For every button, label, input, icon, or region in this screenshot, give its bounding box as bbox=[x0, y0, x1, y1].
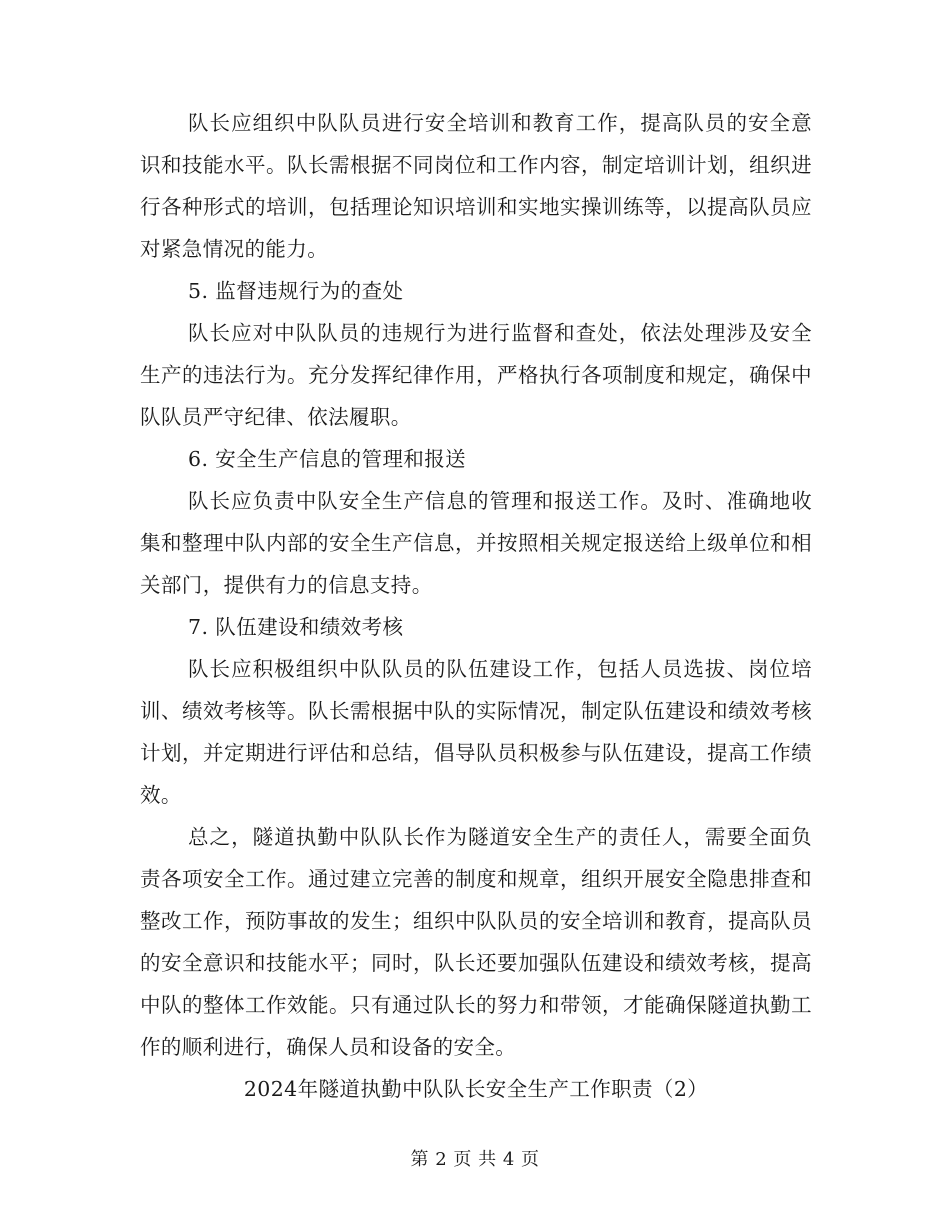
document-title: 2024年隧道执勤中队队长安全生产工作职责（2） bbox=[243, 1077, 709, 1101]
paragraph-training: 队长应组织中队队员进行安全培训和教育工作，提高队员的安全意识和技能水平。队长需根据不同岗位和工作内容，制定培训计划，组织进行各种形式的培训，包括理论知识培训和实地实操训练等，以提高队员应对紧急情况的能力。 bbox=[140, 111, 812, 261]
section-heading-7: 7. 队伍建设和绩效考核 bbox=[188, 615, 404, 639]
section-heading-5: 5. 监督违规行为的查处 bbox=[188, 279, 404, 303]
paragraph-team-building: 队长应积极组织中队队员的队伍建设工作，包括人员选拔、岗位培训、绩效考核等。队长需根据中队的实际情况，制定队伍建设和绩效考核计划，并定期进行评估和总结，倡导队员积极参与队伍建设，提高工作绩效。 bbox=[140, 657, 812, 807]
paragraph-information: 队长应负责中队安全生产信息的管理和报送工作。及时、准确地收集和整理中队内部的安全生产信息，并按照相关规定报送给上级单位和相关部门，提供有力的信息支持。 bbox=[140, 489, 812, 597]
page-footer: 第 2 页 共 4 页 bbox=[410, 1149, 540, 1170]
paragraph-supervision: 队长应对中队队员的违规行为进行监督和查处，依法处理涉及安全生产的违法行为。充分发挥纪律作用，严格执行各项制度和规定，确保中队队员严守纪律、依法履职。 bbox=[140, 321, 812, 429]
document-body bbox=[140, 102, 812, 1110]
section-heading-6: 6. 安全生产信息的管理和报送 bbox=[188, 447, 467, 471]
paragraph-summary: 总之，隧道执勤中队队长作为隧道安全生产的责任人，需要全面负责各项安全工作。通过建立完善的制度和规章，组织开展安全隐患排查和整改工作，预防事故的发生；组织中队队员的安全培训和教育，提高队员的安全意识和技能水平；同时，队长还要加强队伍建设和绩效考核，提高中队的整体工作效能。只有通过队长的努力和带领，才能确保隧道执勤工作的顺利进行，确保人员和设备的安全。 bbox=[140, 825, 812, 1059]
